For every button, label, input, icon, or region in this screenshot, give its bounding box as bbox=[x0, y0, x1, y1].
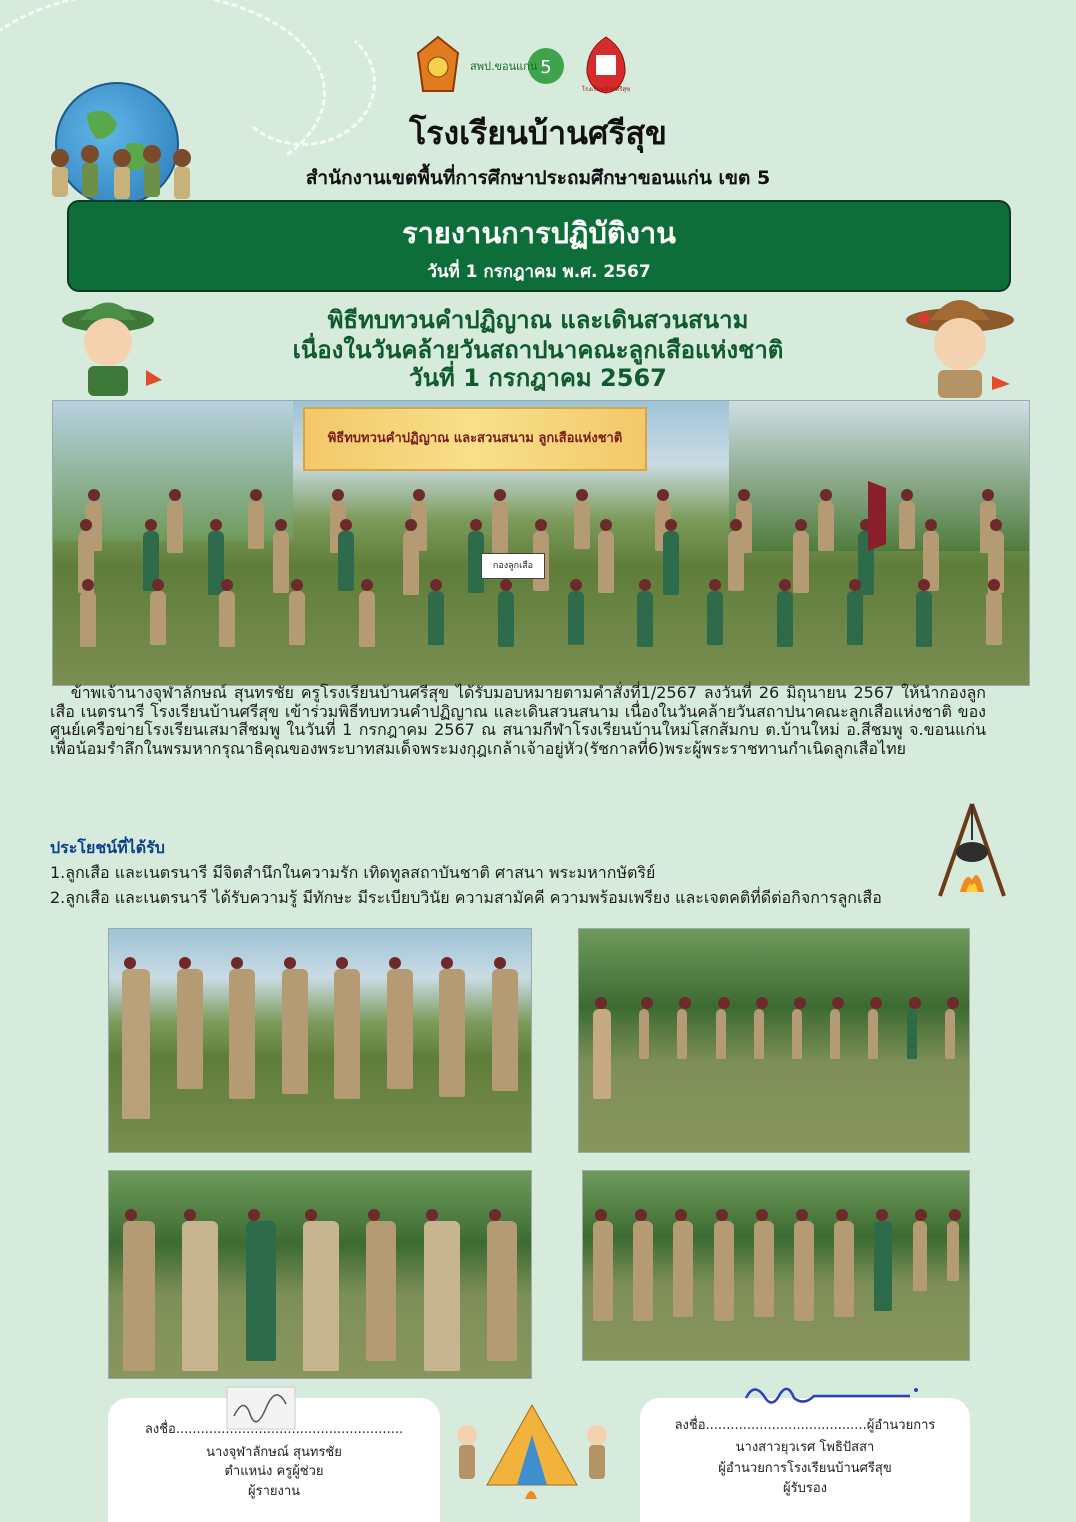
reporter-signature-box bbox=[108, 1398, 440, 1522]
svg-text:สพป.ขอนแก่น: สพป.ขอนแก่น bbox=[470, 60, 538, 73]
director-sign-label: ลงชื่อ.......................................ผู้อำนวยการ bbox=[674, 1418, 936, 1433]
school-logo bbox=[578, 34, 634, 98]
activity-photo-1 bbox=[108, 928, 532, 1153]
office-name: สำนักงานเขตพื้นที่การศึกษาประถมศึกษาขอนแก่น เขต 5 bbox=[305, 167, 771, 189]
director-signature-box bbox=[640, 1398, 970, 1522]
svg-text:โรงเรียนบ้านศรีสุข: โรงเรียนบ้านศรีสุข bbox=[581, 86, 631, 93]
camping-tent-illustration bbox=[447, 1395, 617, 1505]
ceremony-title-line1: พิธีทบทวนคำปฏิญาณ และเดินสวนสนาม bbox=[327, 306, 749, 334]
report-date: วันที่ 1 กรกฎาคม พ.ศ. 2567 bbox=[427, 262, 651, 282]
activity-photo-3 bbox=[108, 1170, 532, 1379]
main-group-photo bbox=[52, 400, 1030, 686]
school-name: โรงเรียนบ้านศรีสุข bbox=[409, 114, 667, 152]
ceremony-title-line2: เนื่องในวันคล้ายวันสถาปนาคณะลูกเสือแห่งชาติ bbox=[292, 336, 784, 364]
svg-text:5: 5 bbox=[540, 57, 552, 78]
director-role: ผู้รับรอง bbox=[783, 1481, 827, 1496]
benefit-item-2: 2.ลูกเสือ และเนตรนารี ได้รับความรู้ มีทักษะ มีระเบียบวินัย ความสามัคคี ความพร้อมเพรียง และเจตคติที่ดีต่อกิจการลูกเสือ bbox=[50, 888, 882, 907]
campfire-tripod-icon bbox=[932, 800, 1012, 900]
people-front-row bbox=[53, 591, 1029, 661]
photo-troop-sign: กองลูกเสือ bbox=[481, 553, 545, 579]
benefits-heading: ประโยชน์ที่ได้รับ bbox=[50, 838, 165, 857]
director-position: ผู้อำนวยการโรงเรียนบ้านศรีสุข bbox=[718, 1461, 892, 1476]
reporter-position: ตำแหน่ง ครูผู้ช่วย bbox=[224, 1464, 324, 1479]
ceremony-title-line3: วันที่ 1 กรกฎาคม 2567 bbox=[409, 364, 667, 392]
report-title: รายงานการปฏิบัติงาน bbox=[402, 216, 676, 250]
director-signature-image bbox=[740, 1376, 920, 1416]
photo-flag bbox=[868, 481, 886, 551]
report-banner bbox=[67, 200, 1011, 292]
spp-khonkaen-5-logo bbox=[468, 34, 568, 98]
reporter-role: ผู้รายงาน bbox=[247, 1484, 301, 1499]
reporter-name: นางจุฬาลักษณ์ สุนทรชัย bbox=[206, 1445, 342, 1460]
activity-photo-2 bbox=[578, 928, 970, 1153]
activity-photo-4 bbox=[582, 1170, 970, 1361]
report-paragraph: ข้าพเจ้านางจุฬาลักษณ์ สุนทรชัย ครูโรงเรียนบ้านศรีสุข ได้รับมอบหมายตามคำสั่งที่1/2567 ลงวันที่ 26 มิถุนายน 2567 ให้นำกองลูกเสือ เนตรนารี โรงเรียนบ้านศรีสุข เข้าร่วมพิธีทบทวนคำปฏิญาณ และเดินสวนสนาม เนื่องในวันคล้ายวันสถาปนาคณะลูกเสือแห่งชาติ ของศูนย์เครือข่ายโรงเรียนเสมาสีชมพู ในวันที่ 1 กรกฎาคม 2567 ณ สนามกีฬาโรงเรียนบ้านใหม่โสกส้มกบ ต.บ้านใหม่ อ.สีชมพู จ.ขอนแก่น เพื่อน้อมรำลึกในพรมหากรุณาธิคุณของพระบาทสมเด็จพระมงกุฎเกล้าเจ้าอยู่หัว(รัชกาลที่6)พระผู้พระราชทานกำเนิดลูกเสือไทย bbox=[50, 683, 987, 758]
benefit-item-1: 1.ลูกเสือ และเนตรนารี มีจิตสำนึกในความรัก เทิดทูลสถาบันชาติ ศาสนา พระมหากษัตริย์ bbox=[50, 863, 656, 882]
director-name: นางสาวยุวเรศ โพธิปัสสา bbox=[735, 1440, 875, 1455]
reporter-sign-label: ลงชื่อ....................................................... bbox=[144, 1422, 404, 1437]
obec-seal-logo bbox=[410, 34, 466, 98]
photo-backdrop-banner: พิธีทบทวนคำปฏิญาณ และสวนสนาม ลูกเสือแห่งชาติ bbox=[303, 407, 647, 471]
